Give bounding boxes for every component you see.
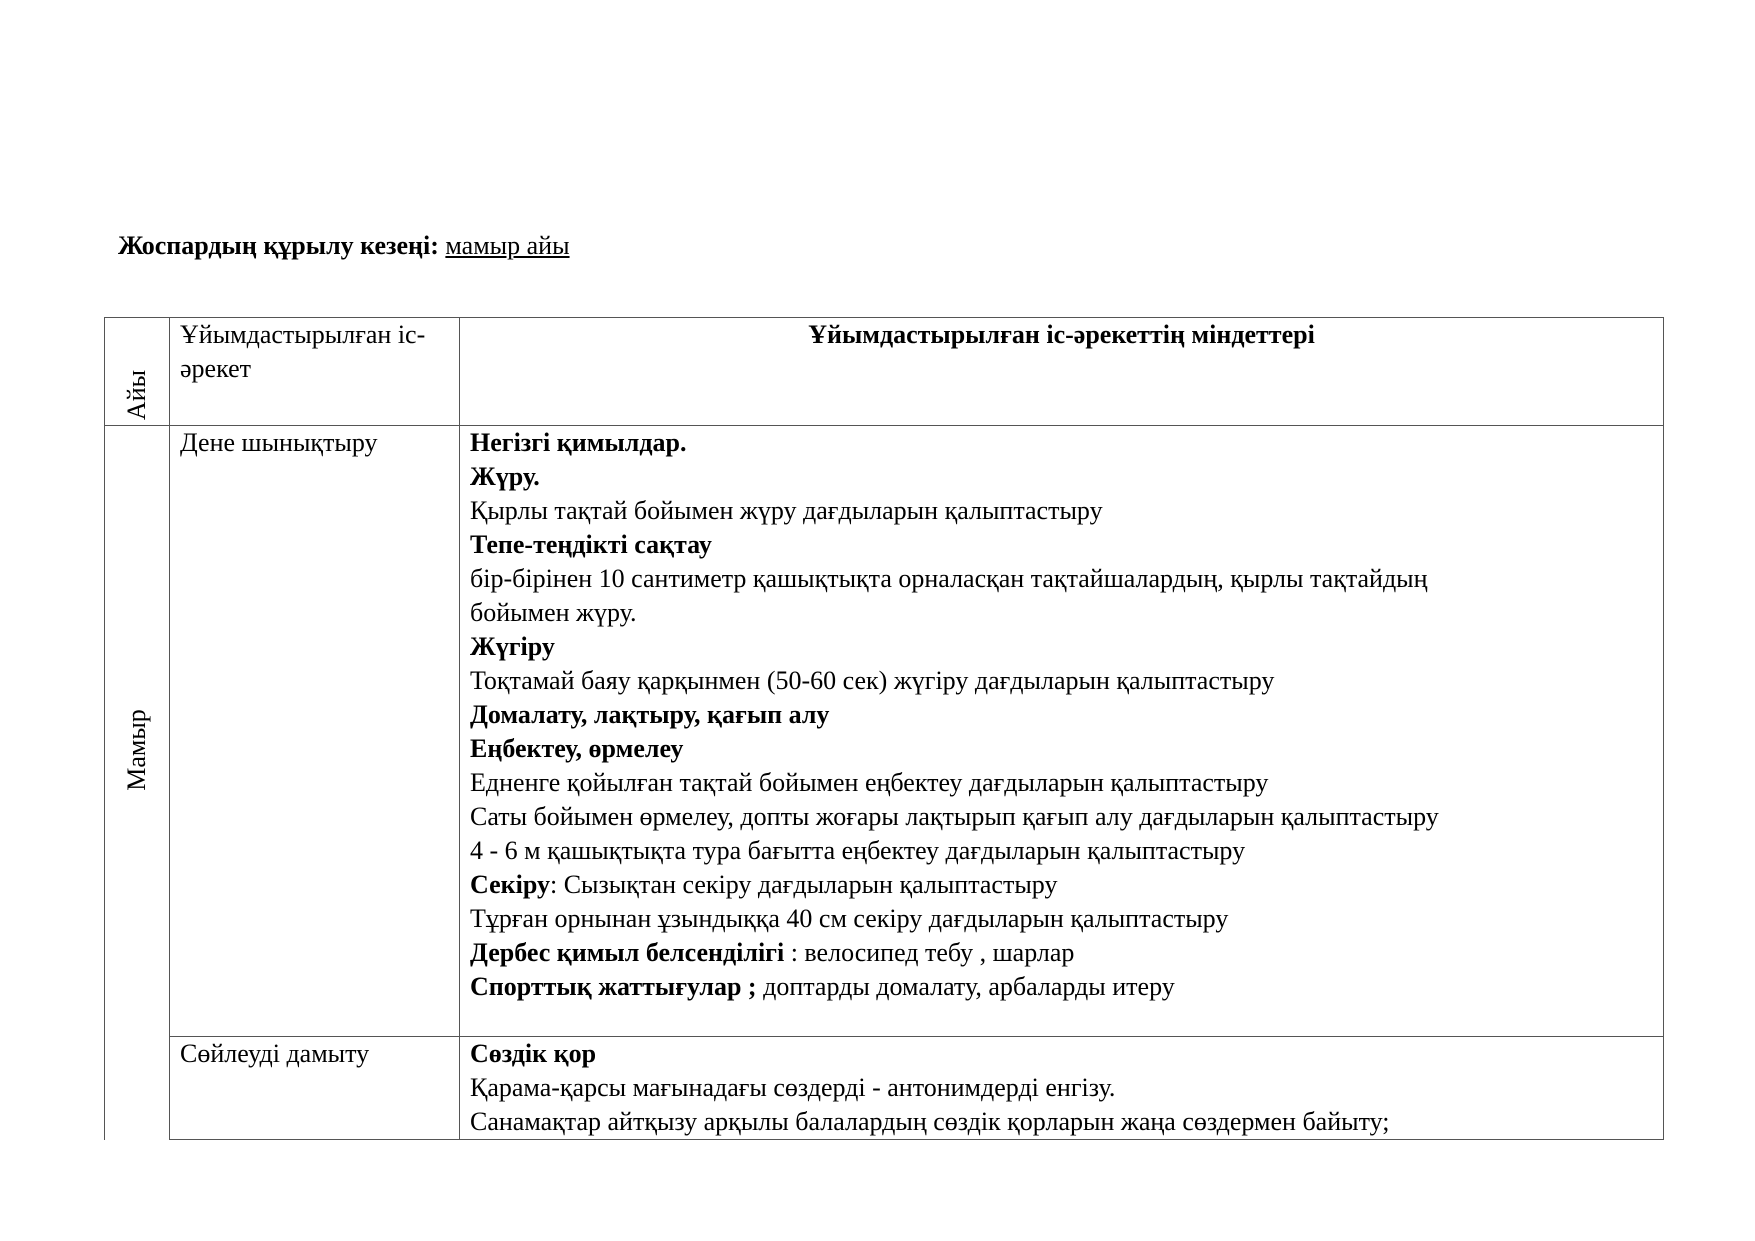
task-line-bold: Жүгіру xyxy=(470,632,555,661)
task-line-bold: Сөздік қор xyxy=(470,1039,597,1068)
task-line xyxy=(470,766,1653,800)
tasks-cell xyxy=(460,1037,1664,1140)
task-line-text: бір-бірінен 10 сантиметр қашықтықта орналасқан тақтайшалардың, қырлы тақтайдың xyxy=(470,564,1428,593)
table-row xyxy=(105,1037,1664,1140)
activity-header-cell xyxy=(170,318,460,426)
task-line-text: бойымен жүру. xyxy=(470,598,637,627)
activity-label: Сөйлеуді дамыту xyxy=(180,1039,370,1068)
tasks-list xyxy=(470,1037,1653,1139)
task-line-text: : Сызықтан секіру дағдыларын қалыптастыру xyxy=(549,870,1058,899)
task-line-text: Тұрған орнынан ұзындыққа 40 см секіру дағдыларын қалыптастыру xyxy=(470,904,1229,933)
task-line xyxy=(470,1071,1653,1105)
task-line xyxy=(470,936,1653,970)
month-header-cell xyxy=(105,318,170,426)
header-row xyxy=(105,318,1664,426)
task-line xyxy=(470,460,1653,494)
table-row xyxy=(105,426,1664,1037)
task-line xyxy=(470,630,1653,664)
month-label: Мамыр xyxy=(122,709,151,791)
tasks-list xyxy=(470,426,1653,1004)
task-line-bold: Домалату, лақтыру, қағып алу xyxy=(470,700,830,729)
task-line-text: Едненге қойылған тақтай бойымен еңбектеу дағдыларын қалыптастыру xyxy=(470,768,1269,797)
task-line-text: Тоқтамай баяу қарқынмен (50-60 сек) жүгіру дағдыларын қалыптастыру xyxy=(470,666,1275,695)
activity-header-label: Ұйымдастырылған іс-әрекет xyxy=(180,320,426,383)
task-line-bold: Секіру xyxy=(470,870,550,899)
plan-table xyxy=(104,317,1664,1140)
task-line xyxy=(470,800,1653,834)
task-line xyxy=(470,494,1653,528)
plan-period-value: мамыр айы xyxy=(445,231,570,260)
task-line xyxy=(470,698,1653,732)
task-line xyxy=(470,732,1653,766)
task-line xyxy=(470,970,1653,1004)
task-line xyxy=(470,562,1653,596)
task-line-text: доптарды домалату, арбаларды итеру xyxy=(756,972,1175,1001)
tasks-header-label: Ұйымдастырылған іс-әрекеттің міндеттері xyxy=(808,320,1315,349)
activity-cell xyxy=(170,426,460,1037)
task-line-bold: Спорттық жаттығулар ; xyxy=(470,972,757,1001)
task-line-bold: Тепе-теңдікті сақтау xyxy=(470,530,712,559)
task-line-text: : велосипед тебу , шарлар xyxy=(784,938,1075,967)
month-header-label: Айы xyxy=(122,369,151,421)
plan-period-label: Жоспардың құрылу кезеңі: xyxy=(118,231,439,260)
task-line-text: Санамақтар айтқызу арқылы балалардың сөздік қорларын жаңа сөздермен байыту; xyxy=(470,1107,1390,1136)
task-line-text: Саты бойымен өрмелеу, допты жоғары лақтырып қағып алу дағдыларын қалыптастыру xyxy=(470,802,1439,831)
activity-label: Дене шынықтыру xyxy=(180,428,378,457)
activity-cell xyxy=(170,1037,460,1140)
task-line xyxy=(470,1105,1653,1139)
task-line-bold: Дербес қимыл белсенділігі xyxy=(470,938,785,967)
tasks-header-cell xyxy=(460,318,1664,426)
task-line-text: Қарама-қарсы мағынадағы сөздерді - антонимдерді енгізу. xyxy=(470,1073,1116,1102)
task-line xyxy=(470,528,1653,562)
task-line xyxy=(470,596,1653,630)
plan-period-heading xyxy=(118,228,570,264)
task-line xyxy=(470,834,1653,868)
task-line xyxy=(470,664,1653,698)
task-line-bold: Еңбектеу, өрмелеу xyxy=(470,734,684,763)
task-line-text: 4 - 6 м қашықтықта тура бағытта еңбектеу дағдыларын қалыптастыру xyxy=(470,836,1246,865)
task-line xyxy=(470,426,1653,460)
task-line-text: Қырлы тақтай бойымен жүру дағдыларын қалыптастыру xyxy=(470,496,1103,525)
task-line xyxy=(470,868,1653,902)
task-line-bold: Жүру. xyxy=(470,462,540,491)
month-cell xyxy=(105,426,170,1140)
task-line-bold: Негізгі қимылдар. xyxy=(470,428,687,457)
task-line xyxy=(470,1037,1653,1071)
task-line xyxy=(470,902,1653,936)
tasks-cell xyxy=(460,426,1664,1037)
